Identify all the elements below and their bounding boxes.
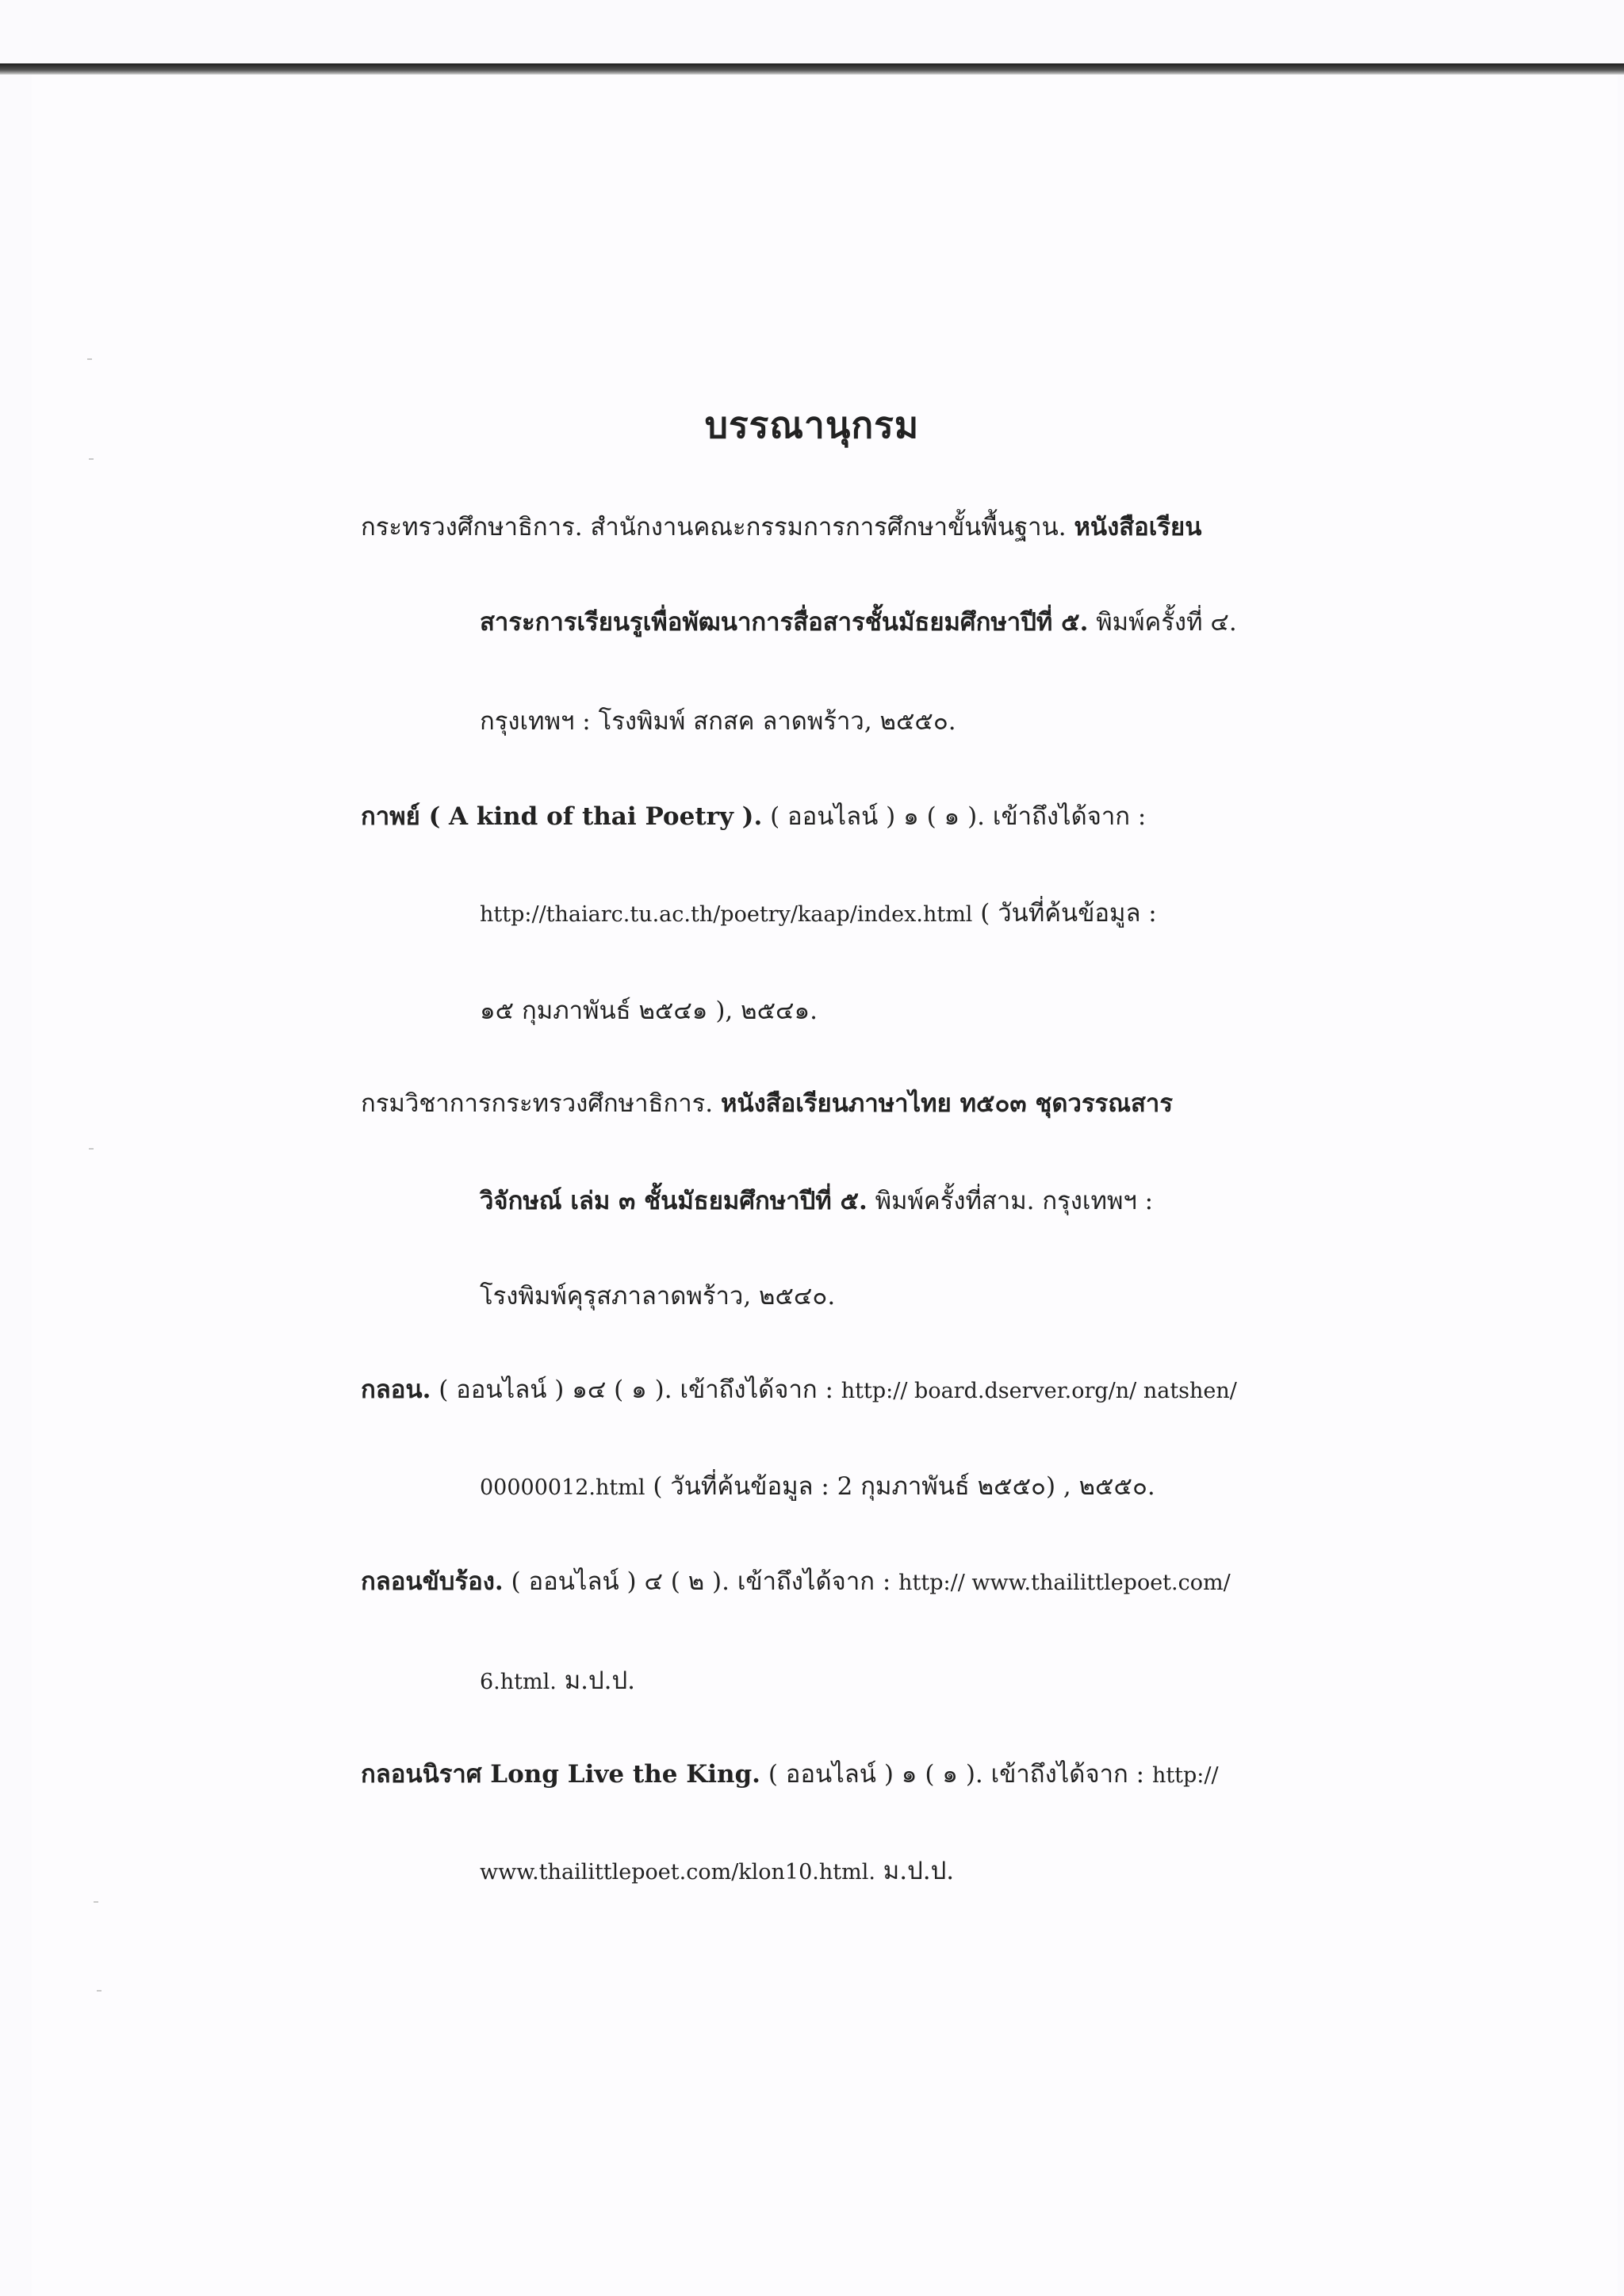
bibliography-line xyxy=(480,706,956,737)
document-title: บรรณานุกรม xyxy=(704,404,920,446)
url-text: www.thailittlepoet.com/klon10.html. xyxy=(480,1860,875,1885)
bold-text: กลอน. xyxy=(361,1376,431,1404)
scan-speck xyxy=(97,1990,102,1992)
bibliography-line xyxy=(480,995,818,1027)
url-text: 6.html. xyxy=(480,1670,557,1694)
plain-text: ( ออนไลน์ ) ๑๔ ( ๑ ). เข้าถึงได้จาก : xyxy=(439,1376,833,1404)
bold-text: วิจักษณ์ เล่ม ๓ ชั้นมัธยมศึกษาปีที่ ๕. xyxy=(480,1187,868,1215)
url-text: 00000012.html xyxy=(480,1475,645,1500)
bold-text: กลอนนิราศ Long Live the King. xyxy=(361,1760,760,1789)
bibliography-line xyxy=(480,607,1237,638)
plain-text: ( ออนไลน์ ) ๑ ( ๑ ). เข้าถึงได้จาก : xyxy=(768,1760,1145,1789)
bibliography-line xyxy=(361,1088,1173,1119)
plain-text: พิมพ์ครั้งที่ ๔. xyxy=(1096,608,1237,637)
url-text: http:// board.dserver.org/n/ natshen/ xyxy=(841,1379,1237,1403)
plain-text: กรุงเทพฯ : โรงพิมพ์ สกสค ลาดพร้าว, ๒๕๕๐. xyxy=(480,707,956,736)
url-text: http:// xyxy=(1151,1763,1219,1788)
plain-text: ( ออนไลน์ ) ๔ ( ๒ ). เข้าถึงได้จาก : xyxy=(511,1567,891,1596)
scan-speck xyxy=(89,1148,94,1150)
scan-speck xyxy=(94,1901,98,1903)
bibliography-line xyxy=(361,1566,1231,1599)
plain-text: ( วันที่ค้นข้อมูล : 2 กุมภาพันธ์ ๒๕๕๐) , ๒๕๕๐. xyxy=(653,1472,1155,1501)
url-text: http://thaiarc.tu.ac.th/poetry/kaap/index.html xyxy=(480,902,973,927)
plain-text: กระทรวงศึกษาธิการ. สำนักงานคณะกรรมการการศึกษาขั้นพื้นฐาน. xyxy=(361,513,1067,541)
bibliography-line xyxy=(480,1665,635,1698)
plain-text: ม.ป.ป. xyxy=(883,1857,955,1885)
bold-text: กาพย์ ( A kind of thai Poetry ). xyxy=(361,802,763,831)
url-text: http:// www.thailittlepoet.com/ xyxy=(898,1571,1231,1595)
plain-text: ๑๕ กุมภาพันธ์ ๒๕๔๑ ), ๒๕๔๑. xyxy=(480,997,818,1025)
plain-text: กรมวิชาการกระทรวงศึกษาธิการ. xyxy=(361,1089,714,1118)
bibliography-line xyxy=(480,1280,835,1312)
bibliography-line xyxy=(480,1185,1153,1217)
bold-text: หนังสือเรียน xyxy=(1074,513,1202,541)
bold-text: กลอนขับร้อง. xyxy=(361,1567,504,1596)
page-top-edge xyxy=(0,63,1624,75)
bold-text: สาระการเรียนรูเพื่อพัฒนาการสื่อสารชั้นมัธยมศึกษาปีที่ ๕. xyxy=(480,608,1089,637)
bibliography-line xyxy=(480,1471,1155,1504)
plain-text: ( ออนไลน์ ) ๑ ( ๑ ). เข้าถึงได้จาก : xyxy=(770,802,1147,831)
bibliography-line xyxy=(480,1855,954,1888)
scan-speck xyxy=(87,358,92,360)
bibliography-line xyxy=(361,1758,1219,1792)
plain-text: โรงพิมพ์คุรุสภาลาดพร้าว, ๒๕๔๐. xyxy=(480,1282,836,1311)
plain-text: ( วันที่ค้นข้อมูล : xyxy=(980,899,1157,928)
bibliography-line xyxy=(480,897,1157,931)
plain-text: ม.ป.ป. xyxy=(564,1667,636,1695)
plain-text: พิมพ์ครั้งที่สาม. กรุงเทพฯ : xyxy=(875,1187,1154,1215)
bibliography-line xyxy=(361,1374,1237,1407)
scan-speck xyxy=(89,458,94,460)
bibliography-line xyxy=(361,511,1201,543)
bibliography-line xyxy=(361,801,1146,832)
bold-text: หนังสือเรียนภาษาไทย ท๕๐๓ ชุดวรรณสาร xyxy=(721,1089,1173,1118)
